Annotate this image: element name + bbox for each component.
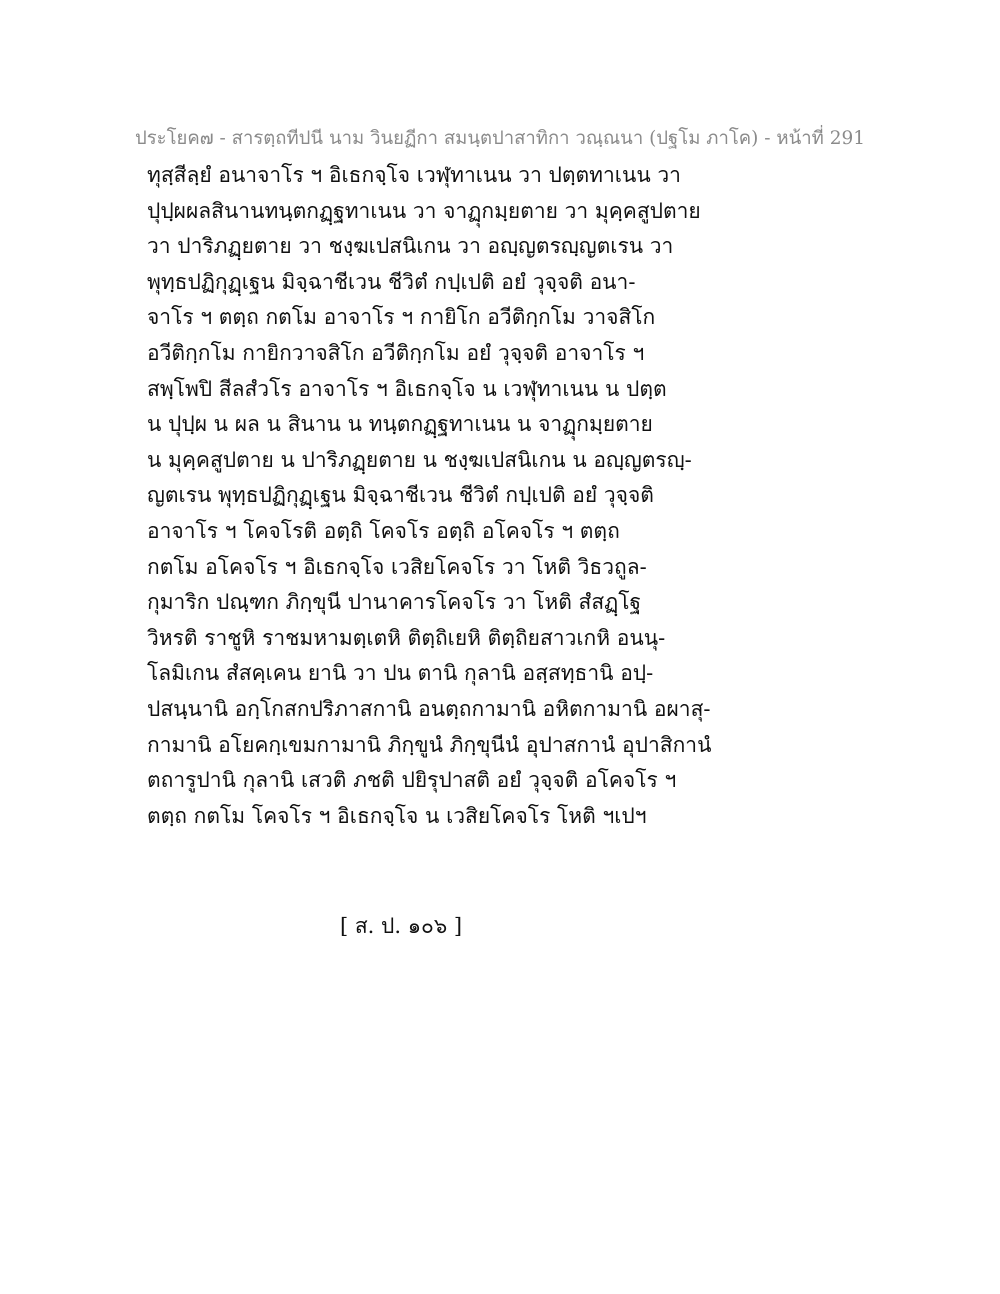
text-line: อาจาโร ฯ โคจโรติ อตฺถิ โคจโร อตฺถิ อโคจโร ฯ ตตฺถ [147, 518, 620, 543]
text-line: วา ปาริภฏฺยตาย วา ชงฺฆเปสนิเกน วา อญฺญตรญฺญตเรน วา [147, 234, 674, 259]
text-line: ปสนฺนานิ อกฺโกสกปริภาสกานิ อนตฺถกามานิ อหิตกามานิ อผาสุ- [147, 696, 711, 721]
text-line: ญตเรน พุทฺธปฏิกุฏฺเฐน มิจฺฉาชีเวน ชีวิตํ กปฺเปติ อยํ วุจฺจติ [147, 483, 654, 508]
text-line: วิหรติ ราชูหิ ราชมหามตฺเตหิ ติตฺถิเยหิ ติตฺถิยสาวเกหิ อนนุ- [147, 625, 666, 650]
text-line: น ปุปฺผ น ผล น สินาน น ทนฺตกฏฺฐทาเนน น จาฏุกมฺยตาย [147, 412, 653, 437]
text-line: อวีติกฺกโม กายิกวาจสิโก อวีติกฺกโม อยํ วุจฺจติ อาจาโร ฯ [147, 340, 645, 365]
text-line: จาโร ฯ ตตฺถ กตโม อาจาโร ฯ กายิโก อวีติกฺกโม วาจสิโก [147, 305, 656, 330]
text-line: ตถารูปานิ กุลานิ เสวติ ภชติ ปยิรุปาสติ อยํ วุจฺจติ อโคจโร ฯ [147, 768, 677, 793]
source-reference: [ ส. ป. ๑๐๖ ] [340, 914, 463, 938]
text-line: กามานิ อโยคกฺเขมกามานิ ภิกฺขูนํ ภิกฺขุนีนํ อุปาสกานํ อุปาสิกานํ [147, 732, 712, 757]
text-line: ปุปฺผผลสินานทนฺตกฏฺฐทาเนน วา จาฏุกมฺยตาย วา มุคฺคสูปตาย [147, 198, 701, 223]
text-line: กตโม อโคจโร ฯ อิเธกจฺโจ เวสิยโคจโร วา โหติ วิธวถูล- [147, 554, 647, 579]
text-line: โลมิเกน สํสคฺเคน ยานิ วา ปน ตานิ กุลานิ อสฺสทฺธานิ อปฺ- [147, 661, 654, 686]
running-header: ประโยค๗ - สารตฺถทีปนี นาม วินยฏีกา สมนฺตปาสาทิกา วณฺณนา (ปฐโม ภาโค) - หน้าที่ 291 [134, 128, 866, 149]
body-text [147, 158, 712, 834]
text-line: น มุคฺคสูปตาย น ปาริภฏฺยตาย น ชงฺฆเปสนิเกน น อญฺญตรญฺ- [147, 447, 692, 472]
text-line: ทุสฺสีลฺยํ อนาจาโร ฯ อิเธกจฺโจ เวฬุทาเนน วา ปตฺตทาเนน วา [147, 163, 681, 187]
text-line: สพฺโพปิ สีลสํวโร อาจาโร ฯ อิเธกจฺโจ น เวฬุทาเนน น ปตฺต [147, 376, 667, 401]
text-line: กุมาริก ปณฺฑก ภิกฺขุนี ปานาคารโคจโร วา โหติ สํสฏฺโฐ [147, 590, 642, 615]
text-line: ตตฺถ กตโม โคจโร ฯ อิเธกจฺโจ น เวสิยโคจโร โหติ ฯเปฯ [147, 803, 647, 828]
text-line: พุทฺธปฏิกุฏฺเฐน มิจฺฉาชีเวน ชีวิตํ กปฺเปติ อยํ วุจฺจติ อนา- [147, 269, 636, 294]
